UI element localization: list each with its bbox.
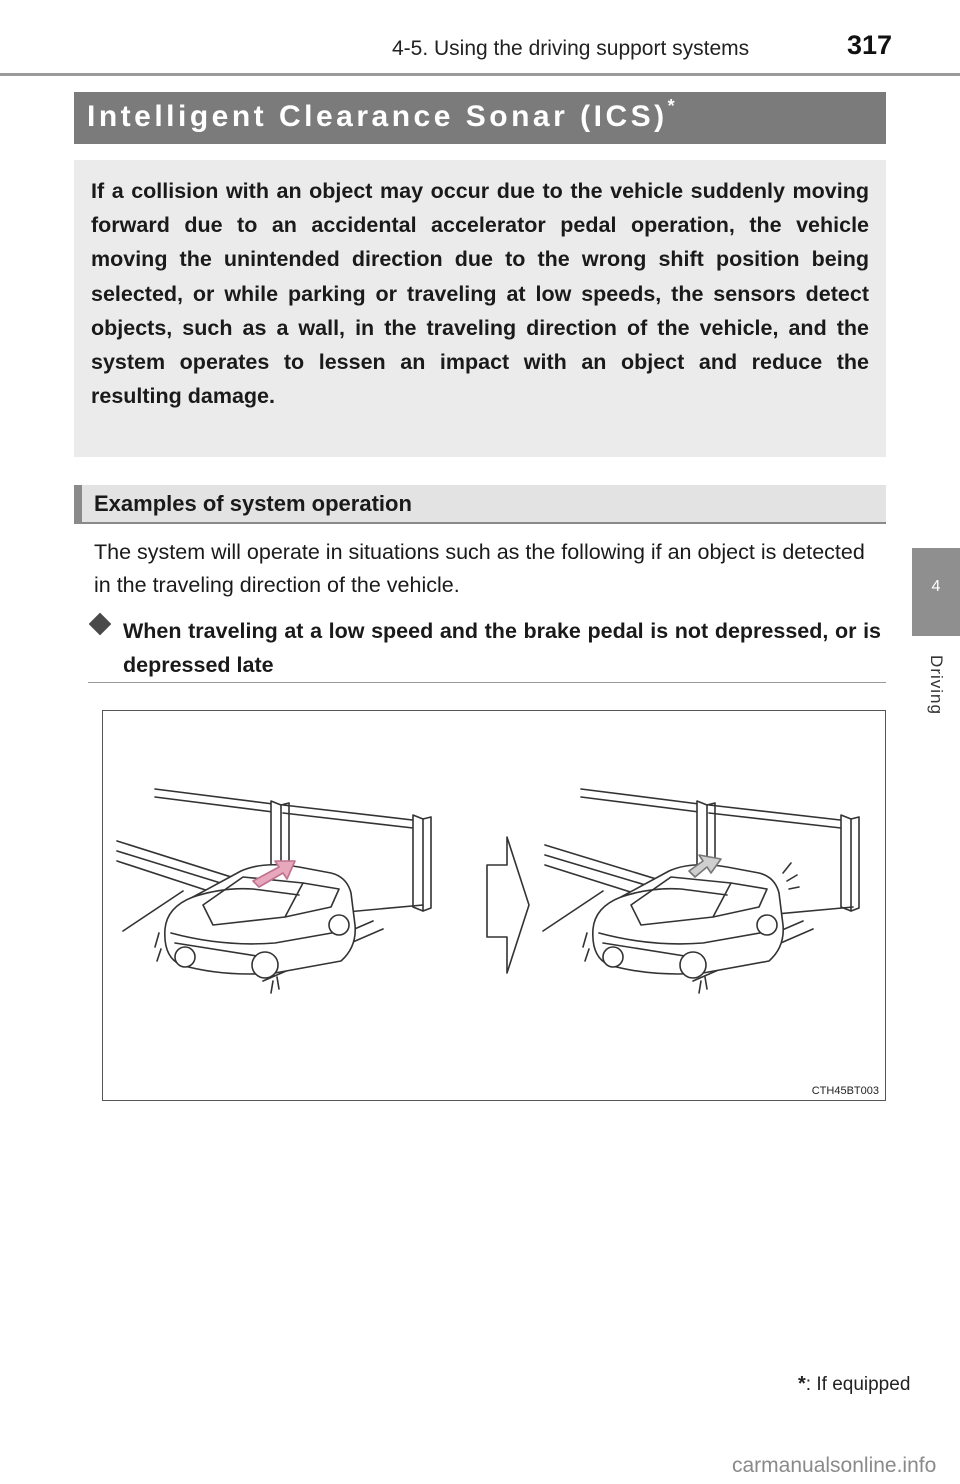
illustration-drawing	[103, 711, 885, 1100]
subheading-bar	[74, 485, 886, 523]
footnote-mark: *	[798, 1373, 806, 1395]
illustration	[102, 710, 886, 1101]
footnote-text: : If equipped	[805, 1374, 911, 1395]
subheading-rule	[74, 522, 886, 524]
case-heading: When traveling at a low speed and the brake pedal is not depressed, or is depressed late	[123, 619, 881, 677]
section-header: 4-5. Using the driving support systems	[392, 37, 750, 60]
page-title	[87, 96, 675, 134]
page-number: 317	[847, 30, 893, 60]
chapter-label: Driving	[927, 655, 946, 715]
intro-text: If a collision with an object may occur due to the vehicle suddenly moving forward due to an accidental accelerator pedal operation, the vehicle moving the unintended direction due to the wrong shift position being selected, or while parking or traveling at low speeds, the sensors detect objects, such as a wall, in the traveling direction of the vehicle, and the system operates to lessen an impact with an object and reduce the resulting damage.	[91, 179, 869, 409]
chapter-number: 4	[931, 578, 941, 595]
footnote	[798, 1373, 910, 1396]
left-scene	[117, 789, 431, 993]
title-bar	[74, 92, 886, 144]
diamond-bullet-icon	[89, 613, 112, 636]
page-title-text: Intelligent Clearance Sonar (ICS)	[87, 100, 668, 133]
case-rule	[88, 682, 886, 683]
body-text: The system will operate in situations such as the following if an object is detected in the traveling direction of the vehicle.	[94, 540, 865, 597]
equipped-mark: *	[667, 96, 675, 116]
intro-box	[74, 160, 886, 457]
chapter-tab	[912, 548, 960, 636]
right-scene	[543, 789, 859, 993]
progress-arrow-icon	[487, 837, 529, 973]
watermark: carmanualsonline.info	[732, 1454, 937, 1477]
subheading: Examples of system operation	[94, 491, 412, 516]
figure-code: CTH45BT003	[811, 1085, 879, 1097]
header-rule	[0, 73, 960, 76]
